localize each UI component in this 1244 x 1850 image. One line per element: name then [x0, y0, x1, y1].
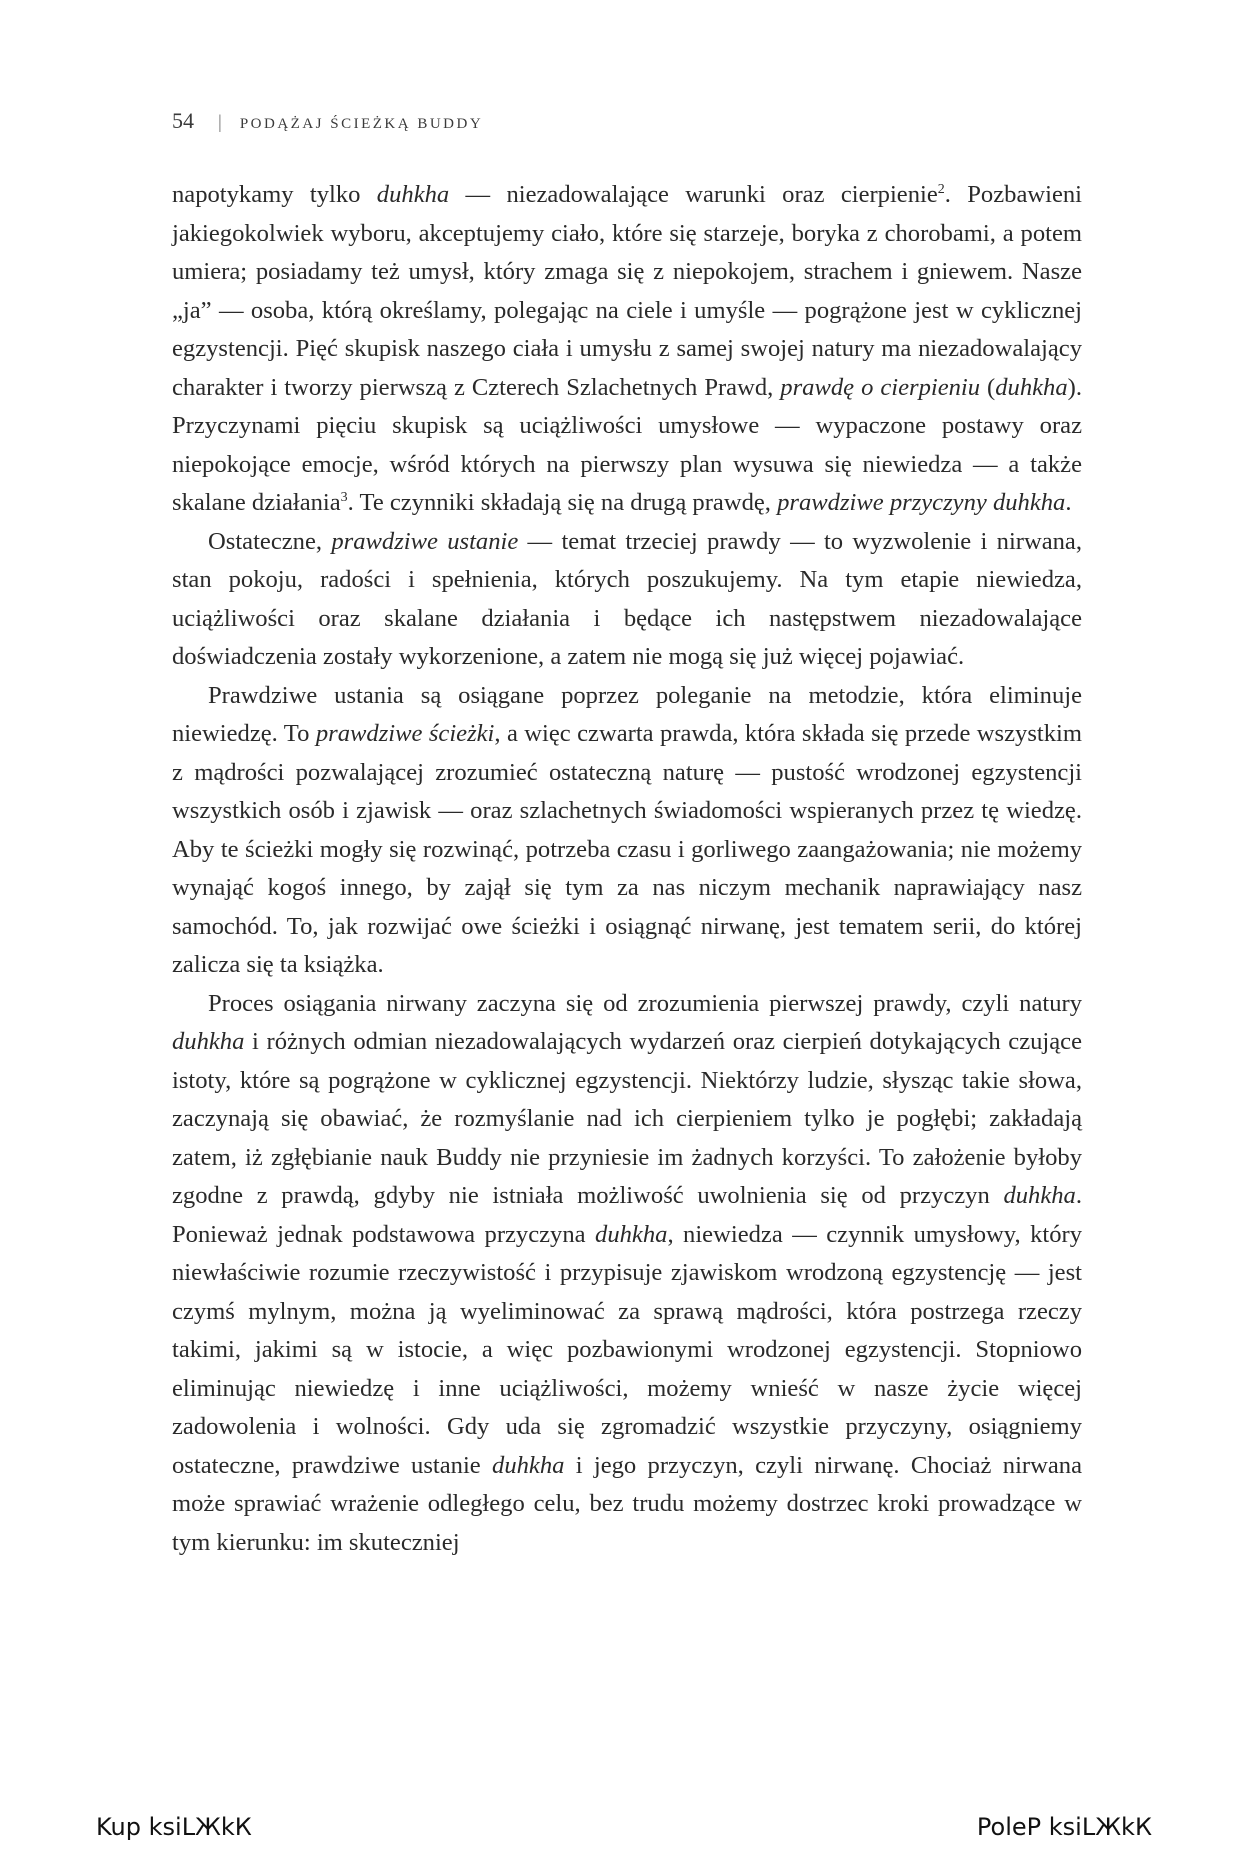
- recommend-book-link[interactable]: PoleР ksiLЖkК: [976, 1813, 1152, 1841]
- italic-term: prawdę o cierpieniu: [780, 373, 981, 401]
- italic-term: prawdziwe ustanie: [331, 527, 519, 555]
- text-run: , niewiedza — czynnik umysłowy, który niewłaściwie rozumie rzeczywistość i przypisuje zjawiskom wrodzoną egzystencję — jest czymś mylnym, można ją wyeliminować za sprawą mądrości, która postrzega rzeczy takimi, jakimi są w istocie, a więc pozbawionymi wrodzonej egzystencji. Stopniowo eliminując niewiedzę i inne uciążliwości, możemy wnieść w nasze życie więcej zadowolenia i wolności. Gdy uda się zgromadzić wszystkie przyczyny, osiągniemy ostateczne, prawdziwe ustanie: [172, 1220, 1083, 1479]
- paragraph: [172, 985, 1082, 1563]
- text-run: Proces osiągania nirwany zaczyna się od zrozumienia pierwszej prawdy, czyli natury: [208, 989, 1082, 1017]
- paragraph: [172, 176, 1082, 523]
- footnote-ref: 3: [340, 489, 348, 505]
- buy-book-link[interactable]: Kup ksiLЖkК: [96, 1813, 252, 1841]
- italic-term: duhkha: [376, 181, 450, 208]
- book-title: PODĄŻAJ ŚCIEŻKĄ BUDDY: [239, 116, 484, 132]
- italic-term: duhkha: [995, 373, 1068, 401]
- footnote-ref: 2: [937, 181, 945, 197]
- paragraph: [172, 523, 1082, 677]
- italic-term: prawdziwe przyczyny duhkha: [777, 489, 1066, 516]
- page-number: 54: [172, 108, 194, 133]
- text-run: i różnych odmian niezadowalających wydarzeń oraz cierpień dotykających czujące istoty, które są pogrążone w cyklicznej egzystencji. Niektórzy ludzie, słysząc takie słowa, zaczynają się obawiać, że rozmyślanie nad ich cierpieniem tylko je pogłębi; zakładają zatem, iż zgłębianie nauk Buddy nie przyniesie im żadnych korzyści. To założenie byłoby zgodne z prawdą, gdyby nie istniała możliwość uwolnienia się od przyczyn: [172, 1028, 1082, 1209]
- text-run: . Te czynniki składają się na drugą prawdę,: [347, 489, 778, 516]
- text-run: ). Przyczynami pięciu skupisk są uciążliwości umysłowe — wypaczone postawy oraz niepokojące emocje, wśród których na pierwszy plan wysuwa się niewiedza — a także skalane działania: [172, 373, 1082, 516]
- text-run: — temat trzeciej prawdy — to wyzwolenie i nirwana, stan pokoju, radości i spełnienia, których poszukujemy. Na tym etapie niewiedza, uciążliwości oraz skalane działania i będące ich następstwem niezadowalające doświadczenia zostały wykorzenione, a zatem nie mogą się już więcej pojawiać.: [172, 527, 1083, 670]
- italic-term: prawdziwe ścieżki: [315, 720, 495, 747]
- body-text: [172, 176, 1082, 1562]
- text-run: — niezadowalające warunki oraz cierpienie: [449, 181, 938, 208]
- text-run: , a więc czwarta prawda, która składa się przede wszystkim z mądrości pozwalającej zrozumieć ostateczną naturę — pustość wrodzonej egzystencji wszystkich osób i zjawisk — oraz szlachetnych świadomości wspieranych przez tę wiedzę. Aby te ścieżki mogły się rozwinąć, potrzeba czasu i gorliwego zaangażowania; nie możemy wynająć kogoś innego, by zajął się tym za nas niczym mechanik naprawiający nasz samochód. To, jak rozwijać owe ścieżki i osiągnąć nirwanę, jest tematem serii, do której zalicza się ta książka.: [172, 720, 1082, 978]
- text-run: .: [1065, 489, 1072, 516]
- text-run: Prawdziwe ustania są osiągane poprzez poleganie na metodzie, która eliminuje niewiedzę. To: [172, 681, 1082, 747]
- text-run: Ostateczne,: [208, 527, 332, 555]
- text-run: i jego przyczyn, czyli nirwanę. Chociaż nirwana może sprawiać wrażenie odległego celu, bez trudu możemy dostrzec kroki prowadzące w tym kierunku: im skuteczniej: [172, 1451, 1082, 1556]
- paragraph: [172, 677, 1082, 985]
- header-separator: |: [218, 112, 222, 133]
- running-head: [172, 108, 483, 134]
- text-run: (: [980, 373, 996, 401]
- italic-term: duhkha: [1003, 1182, 1076, 1209]
- italic-term: duhkha: [595, 1220, 668, 1248]
- text-run: . Pozbawieni jakiegokolwiek wyboru, akceptujemy ciało, które się starzeje, boryka z chorobami, a potem umiera; posiadamy też umysł, który zmaga się z niepokojem, strachem i gniewem. Nasze „ja” — osoba, którą określamy, polegając na ciele i umyśle — pogrążone jest w cyklicznej egzystencji. Pięć skupisk naszego ciała i umysłu z samej swojej natury ma niezadowalający charakter i tworzy pierwszą z Czterech Szlachetnych Prawd,: [172, 181, 1083, 401]
- italic-term: duhkha: [172, 1028, 245, 1055]
- text-run: . Ponieważ jednak podstawowa przyczyna: [172, 1182, 1082, 1248]
- italic-term: duhkha: [492, 1451, 565, 1479]
- text-run: napotykamy tylko: [172, 181, 377, 208]
